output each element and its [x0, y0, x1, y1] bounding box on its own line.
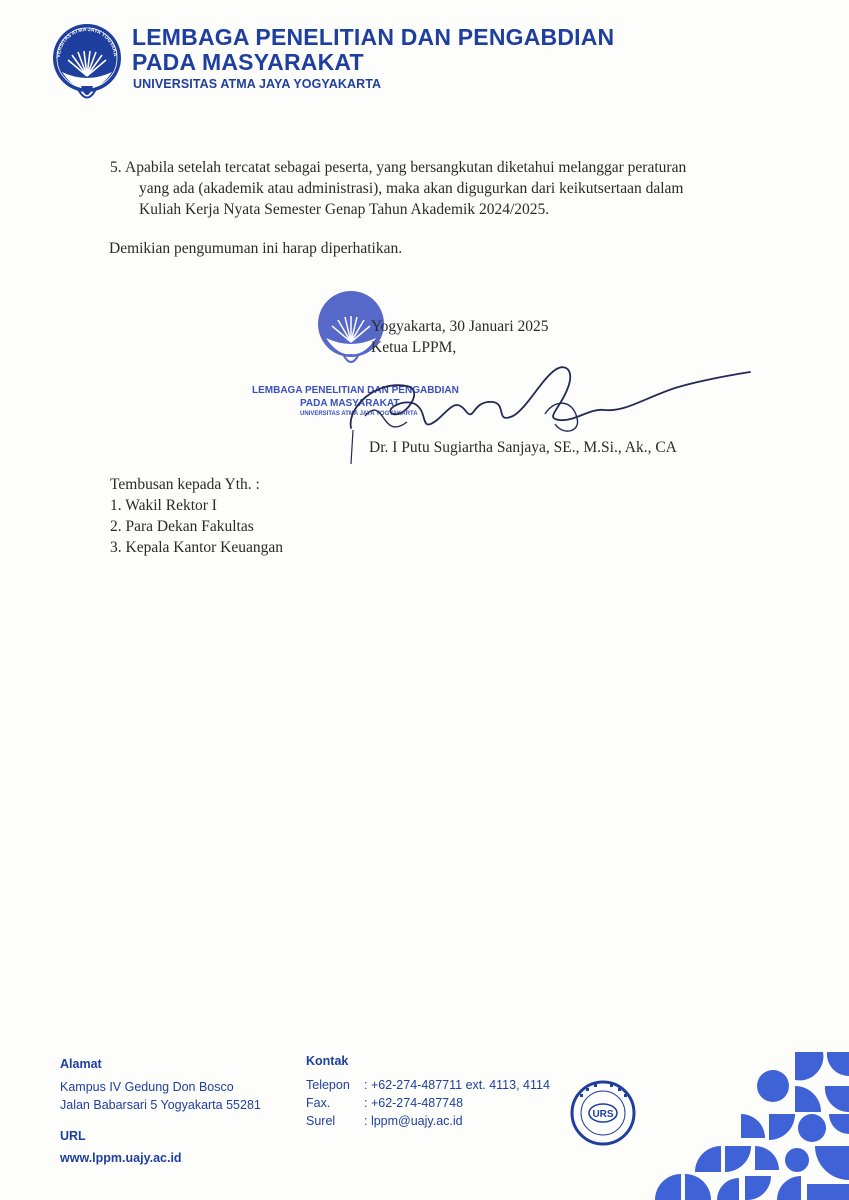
cc-list-item: 1. Wakil Rektor I: [110, 497, 217, 514]
signature-place-date: Yogyakarta, 30 Januari 2025: [371, 318, 549, 335]
contact-label: Kontak: [306, 1054, 349, 1068]
cc-list-item: 2. Para Dekan Fakultas: [110, 518, 254, 535]
paragraph-line: Apabila setelah tercatat sebagai peserta, yang bersangkutan diketahui melanggar peraturan: [125, 159, 687, 176]
list-item-number: 5.: [110, 159, 122, 176]
signatory-name: Dr. I Putu Sugiartha Sanjaya, SE., M.Si., Ak., CA: [369, 439, 677, 456]
paragraph-line: yang ada (akademik atau administrasi), maka akan digugurkan dari keikutsertaan dalam: [139, 180, 684, 197]
signature-role: Ketua LPPM,: [371, 339, 457, 356]
url-link[interactable]: www.lppm.uajy.ac.id: [60, 1151, 182, 1165]
cc-heading: Tembusan kepada Yth. :: [110, 476, 260, 493]
stamp-line: UNIVERSITAS ATMA JAYA YOGYAKARTA: [300, 411, 418, 417]
url-label: URL: [60, 1129, 86, 1143]
address-line: Jalan Babarsari 5 Yogyakarta 55281: [60, 1098, 261, 1112]
footer-decoration: [655, 1052, 849, 1200]
paragraph-line: Kuliah Kerja Nyata Semester Genap Tahun Akademik 2024/2025.: [139, 201, 550, 218]
org-title-line1: LEMBAGA PENELITIAN DAN PENGABDIAN: [132, 24, 615, 50]
stamp-line: PADA MASYARAKAT: [300, 398, 400, 409]
address-line: Kampus IV Gedung Don Bosco: [60, 1080, 234, 1094]
university-name: UNIVERSITAS ATMA JAYA YOGYAKARTA: [133, 77, 382, 91]
stamp-line: LEMBAGA PENELITIAN DAN PENGABDIAN: [252, 385, 459, 396]
phone-label: Telepon: [306, 1078, 350, 1092]
address-label: Alamat: [60, 1057, 102, 1071]
email-label: Surel: [306, 1114, 336, 1128]
email-link[interactable]: : lppm@uajy.ac.id: [364, 1114, 463, 1128]
certification-badge-icon: [570, 1080, 636, 1146]
fax-value: : +62-274-487748: [364, 1096, 464, 1110]
fax-label: Fax.: [306, 1096, 331, 1110]
closing-sentence: Demikian pengumuman ini harap diperhatikan.: [109, 240, 403, 257]
cc-list-item: 3. Kepala Kantor Keuangan: [110, 539, 284, 556]
svg-text:UNIVERSITAS ATMA JAYA YOGYAKAR: VERSITAS ATMA JAYA YOGYAKA: [55, 26, 118, 58]
org-title-line2: PADA MASYARAKAT: [132, 49, 364, 75]
phone-value: : +62-274-487711 ext. 4113, 4114: [364, 1078, 550, 1092]
badge-text: URS: [592, 1109, 614, 1120]
university-logo: [48, 22, 126, 104]
